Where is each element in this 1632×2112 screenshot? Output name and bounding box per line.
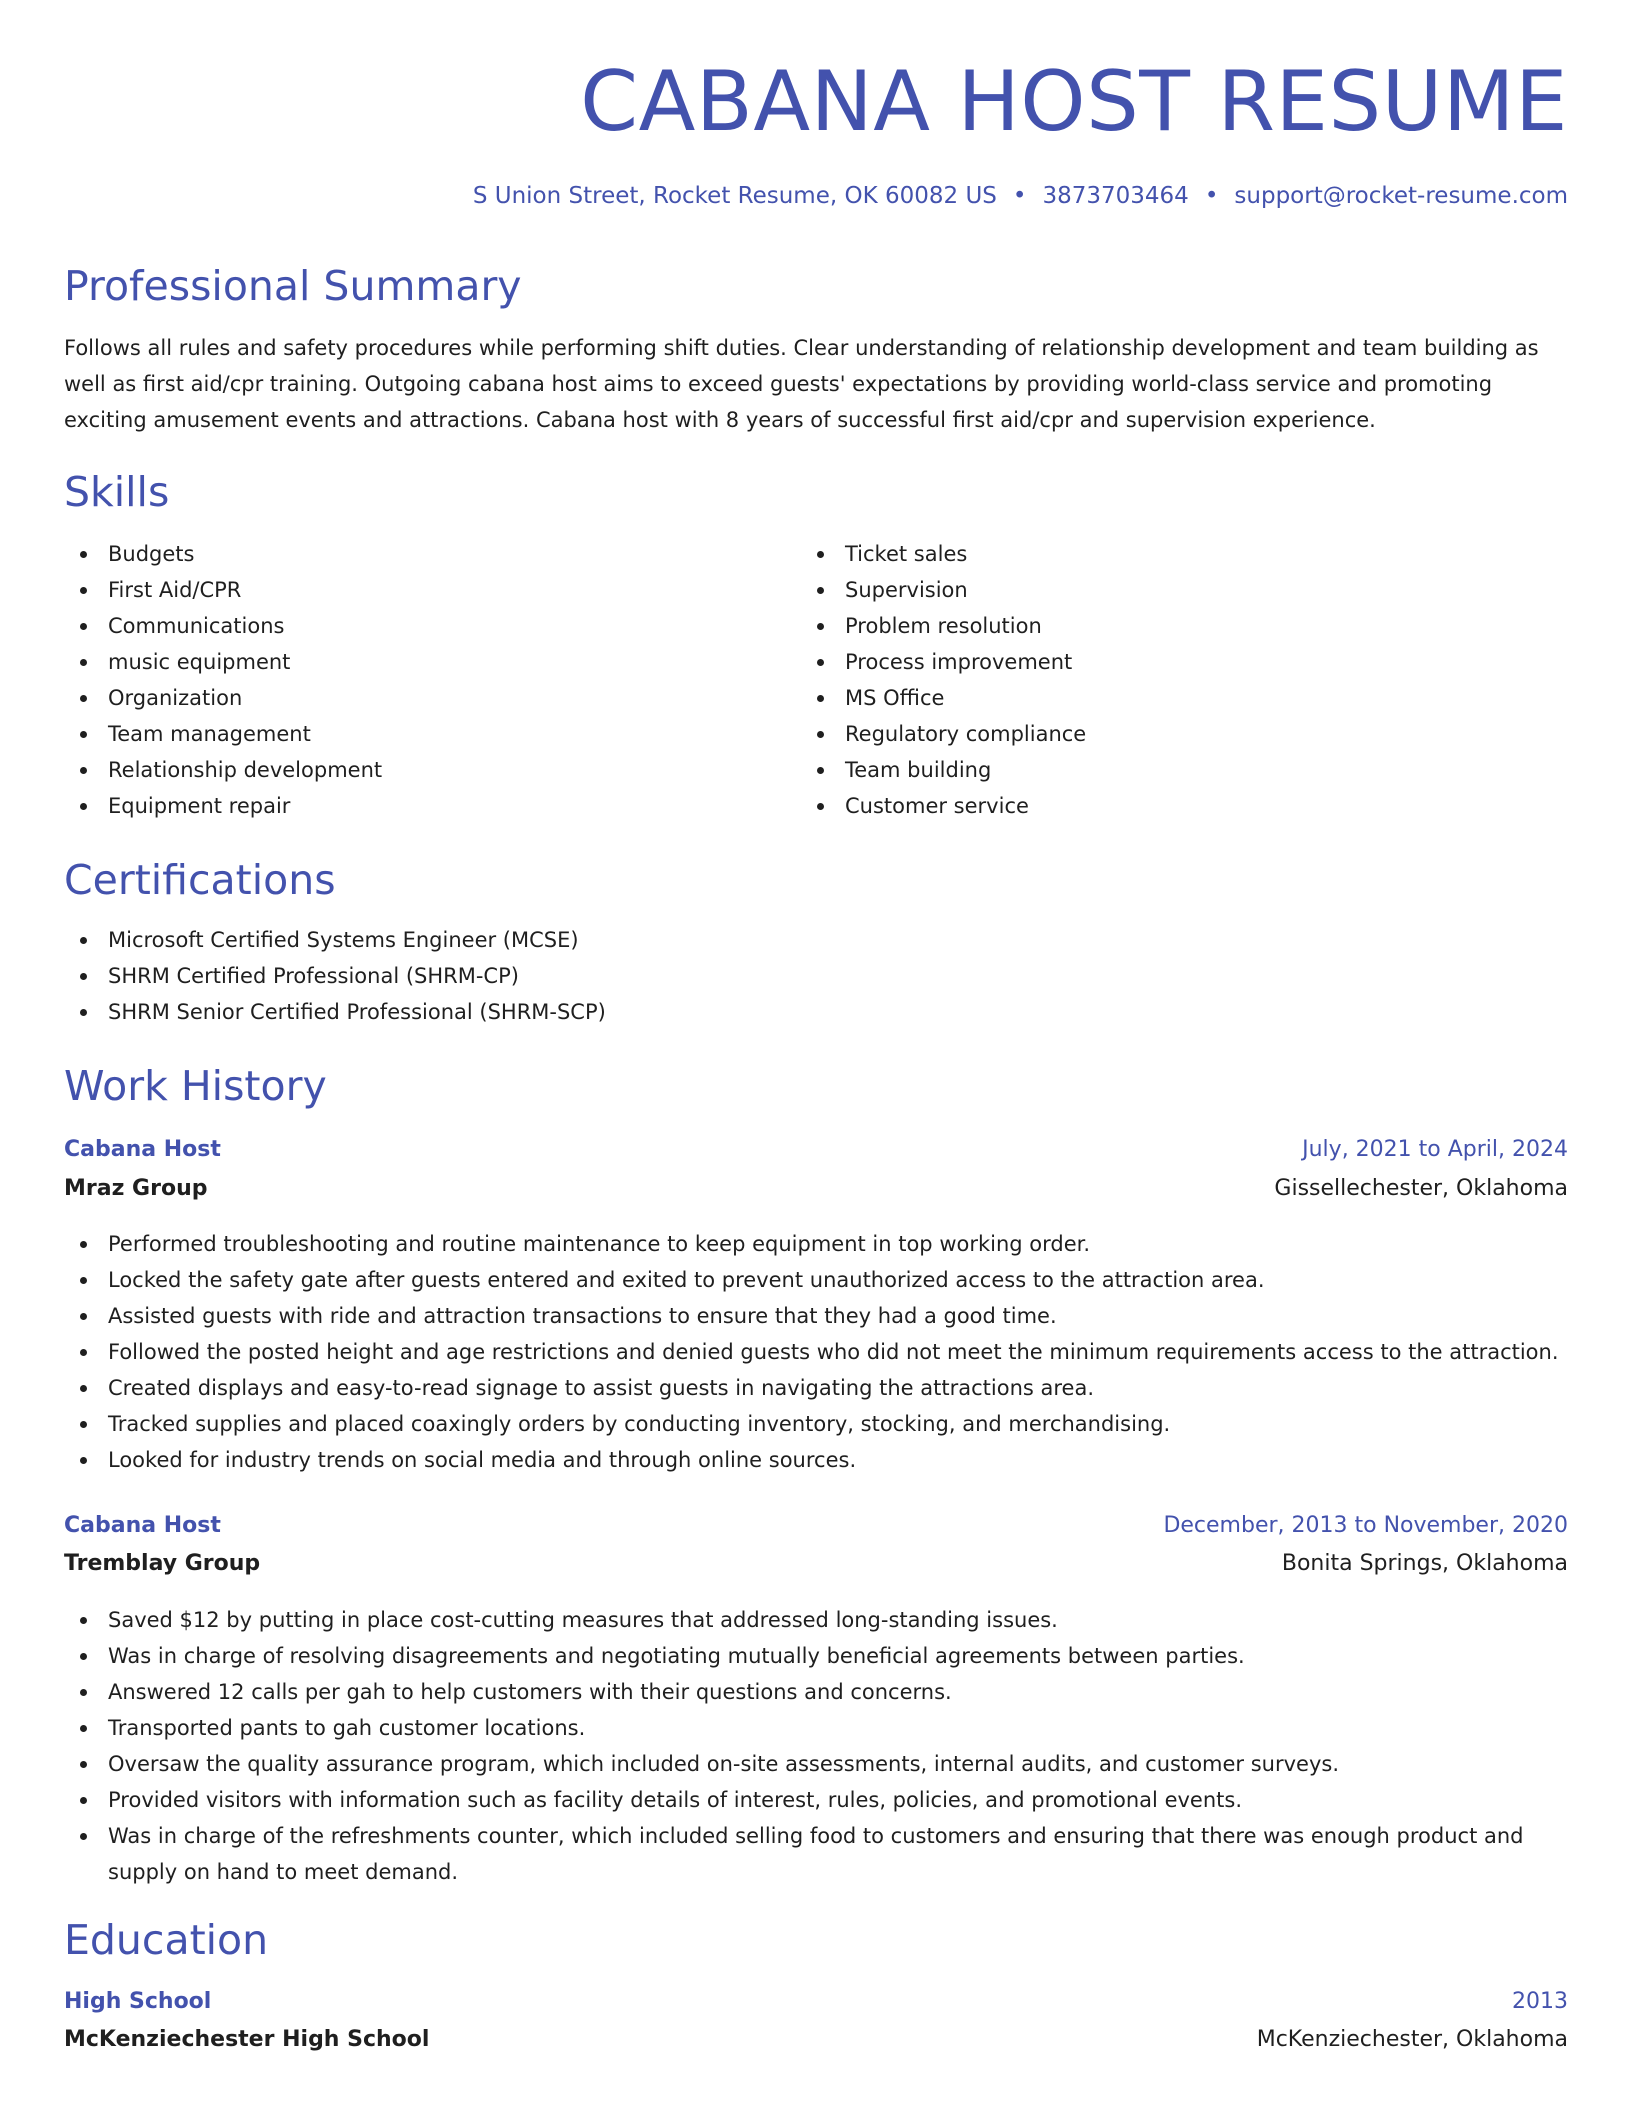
job-dates: July, 2021 to April, 2024 — [1302, 1136, 1568, 1162]
skill-item: First Aid/CPR — [64, 572, 764, 608]
bullet-icon — [80, 803, 87, 810]
job-bullet: Answered 12 calls per gah to help customers with their questions and concerns. — [64, 1674, 1568, 1710]
section-title-education: Education — [64, 1916, 269, 1964]
contact-email: support@rocket-resume.com — [1234, 183, 1568, 209]
skill-item: MS Office — [801, 680, 1501, 716]
bullet-icon — [80, 1653, 87, 1660]
skill-item: Process improvement — [801, 644, 1501, 680]
bullet-icon — [80, 767, 87, 774]
resume-title: CABANA HOST RESUME — [580, 53, 1568, 150]
job-location: Gissellechester, Oklahoma — [1274, 1175, 1568, 1201]
job-company-row — [64, 1169, 1568, 1207]
job-company-row — [64, 1544, 1568, 1582]
job-location: Bonita Springs, Oklahoma — [1281, 1550, 1568, 1576]
job-bullet: Transported pants to gah customer locations. — [64, 1710, 1568, 1746]
section-title-skills: Skills — [64, 468, 170, 516]
skill-item: Budgets — [64, 536, 764, 572]
skill-item: Communications — [64, 608, 764, 644]
bullet-icon — [817, 731, 824, 738]
job-bullet: Assisted guests with ride and attraction transactions to ensure that they had a good time. — [64, 1298, 1568, 1334]
bullet-icon — [80, 623, 87, 630]
job-title: Cabana Host — [64, 1136, 221, 1162]
contact-separator: • — [1012, 183, 1027, 209]
skill-item: Customer service — [801, 788, 1501, 824]
bullet-icon — [80, 1313, 87, 1320]
skill-item: Team building — [801, 752, 1501, 788]
job-header — [64, 1506, 1568, 1544]
bullet-icon — [80, 1457, 87, 1464]
bullet-icon — [80, 731, 87, 738]
job-bullet: Locked the safety gate after guests entered and exited to prevent unauthorized access to the attraction area. — [64, 1262, 1568, 1298]
skill-item: Equipment repair — [64, 788, 764, 824]
job-company: Tremblay Group — [64, 1550, 261, 1576]
job-bullet: Saved $12 by putting in place cost-cutting measures that addressed long-standing issues. — [64, 1602, 1568, 1638]
job-title: Cabana Host — [64, 1512, 221, 1538]
bullet-icon — [80, 973, 87, 980]
job-bullet: Created displays and easy-to-read signage to assist guests in navigating the attractions area. — [64, 1370, 1568, 1406]
bullet-icon — [80, 1689, 87, 1696]
job-bullet: Tracked supplies and placed coaxingly orders by conducting inventory, stocking, and merchandising. — [64, 1406, 1568, 1442]
certifications-list — [64, 922, 1464, 1030]
job-bullet: Oversaw the quality assurance program, which included on-site assessments, internal audits, and customer surveys. — [64, 1746, 1568, 1782]
skill-item: Relationship development — [64, 752, 764, 788]
bullet-icon — [80, 1241, 87, 1248]
job-bullets — [64, 1226, 1568, 1478]
job-bullets — [64, 1602, 1568, 1890]
contact-separator: • — [1204, 183, 1219, 209]
skill-item: Team management — [64, 716, 764, 752]
contact-line — [64, 180, 1568, 212]
section-title-summary: Professional Summary — [64, 262, 522, 310]
bullet-icon — [80, 695, 87, 702]
certification-item: SHRM Senior Certified Professional (SHRM-SCP) — [64, 994, 1464, 1030]
bullet-icon — [817, 551, 824, 558]
job-company: Mraz Group — [64, 1175, 208, 1201]
contact-address: S Union Street, Rocket Resume, OK 60082 US — [472, 183, 997, 209]
skill-item: Ticket sales — [801, 536, 1501, 572]
bullet-icon — [80, 1833, 87, 1840]
bullet-icon — [817, 587, 824, 594]
skills-list-left — [64, 536, 764, 824]
education-school: McKenziechester High School — [64, 2026, 430, 2052]
bullet-icon — [80, 1617, 87, 1624]
education-school-row — [64, 2020, 1568, 2058]
job-bullet: Provided visitors with information such as facility details of interest, rules, policies, and promotional events. — [64, 1782, 1568, 1818]
bullet-icon — [817, 803, 824, 810]
education-header — [64, 1982, 1568, 2020]
education-year: 2013 — [1512, 1988, 1568, 2014]
job-dates: December, 2013 to November, 2020 — [1163, 1512, 1568, 1538]
bullet-icon — [80, 1277, 87, 1284]
skill-item: Supervision — [801, 572, 1501, 608]
bullet-icon — [817, 695, 824, 702]
skill-item: Organization — [64, 680, 764, 716]
job-bullet: Performed troubleshooting and routine maintenance to keep equipment in top working order. — [64, 1226, 1568, 1262]
certification-item: SHRM Certified Professional (SHRM-CP) — [64, 958, 1464, 994]
bullet-icon — [80, 1421, 87, 1428]
bullet-icon — [80, 1797, 87, 1804]
section-title-certifications: Certifications — [64, 856, 336, 904]
summary-text: Follows all rules and safety procedures while performing shift duties. Clear understanding of relationship development and team building as well as first aid/cpr training. Outgoing cabana host aims to exceed guests' expectations by providing world-class service and promoting exciting amusement events and attractions. Cabana host with 8 years of successful first aid/cpr and supervision experience. — [64, 336, 1539, 432]
bullet-icon — [80, 659, 87, 666]
job-bullet: Looked for industry trends on social media and through online sources. — [64, 1442, 1568, 1478]
bullet-icon — [80, 1349, 87, 1356]
bullet-icon — [80, 1009, 87, 1016]
bullet-icon — [80, 937, 87, 944]
skill-item: Problem resolution — [801, 608, 1501, 644]
certification-item: Microsoft Certified Systems Engineer (MCSE) — [64, 922, 1464, 958]
skill-item: music equipment — [64, 644, 764, 680]
bullet-icon — [817, 659, 824, 666]
skills-list-right — [801, 536, 1501, 824]
bullet-icon — [80, 1385, 87, 1392]
contact-phone: 3873703464 — [1042, 183, 1189, 209]
education-degree: High School — [64, 1988, 212, 2014]
bullet-icon — [817, 767, 824, 774]
job-header — [64, 1130, 1568, 1168]
education-location: McKenziechester, Oklahoma — [1256, 2026, 1568, 2052]
bullet-icon — [817, 623, 824, 630]
job-bullet: Was in charge of the refreshments counter, which included selling food to customers and ensuring that there was enough product and supply on hand to meet demand. — [64, 1818, 1568, 1890]
job-bullet: Followed the posted height and age restrictions and denied guests who did not meet the minimum requirements access to the attraction. — [64, 1334, 1568, 1370]
skill-item: Regulatory compliance — [801, 716, 1501, 752]
section-title-work-history: Work History — [64, 1062, 327, 1110]
bullet-icon — [80, 587, 87, 594]
job-bullet: Was in charge of resolving disagreements and negotiating mutually beneficial agreements between parties. — [64, 1638, 1568, 1674]
bullet-icon — [80, 551, 87, 558]
bullet-icon — [80, 1725, 87, 1732]
bullet-icon — [80, 1761, 87, 1768]
